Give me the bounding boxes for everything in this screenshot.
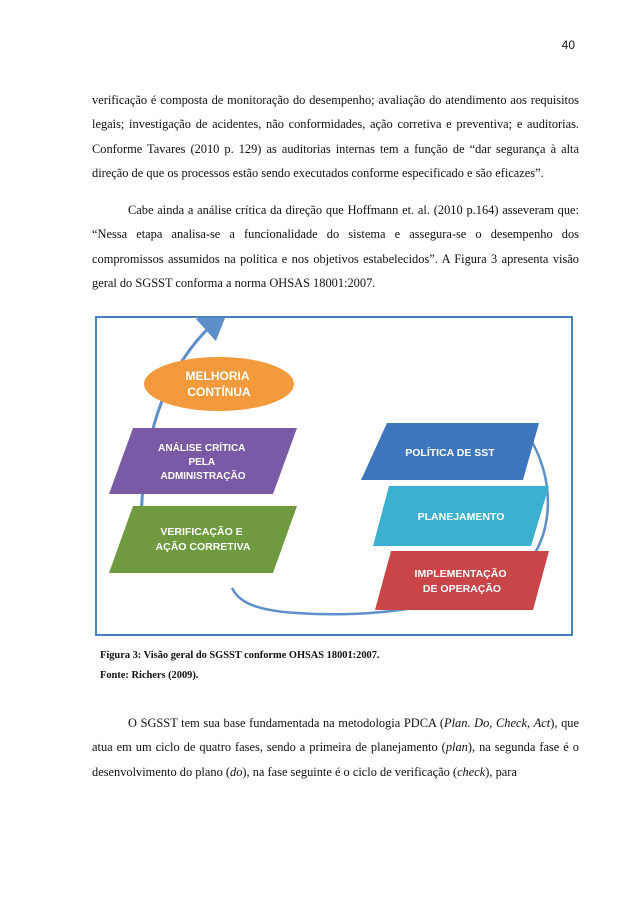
analise-label-line2: PELA bbox=[188, 457, 215, 468]
implementacao-shape bbox=[375, 551, 549, 610]
verificacao-label-line1: VERIFICAÇÃO E bbox=[160, 526, 243, 538]
pdca-text-2: . bbox=[467, 716, 475, 730]
paragraph-analise-critica: Cabe ainda a análise crítica da direção que Hoffmann et. al. (2010 p.164) asseveram que: “Nessa etapa analisa-se a funcionalidade do sistema e assegura-se o desempenho dos compromissos assumidos na política e nos objetivos estabelecidos”. A Figura 3 apresenta visão geral do SGSST conforma a norma OHSAS 18001:2007. bbox=[92, 203, 579, 291]
figure-sgsst-diagram bbox=[95, 316, 573, 636]
pdca-text-8: ), para bbox=[485, 764, 517, 779]
verificacao-shape bbox=[109, 506, 297, 573]
implementacao-label-line2: DE OPERAÇÃO bbox=[422, 583, 502, 595]
implementacao-label-line1: IMPLEMENTAÇÃO bbox=[414, 568, 507, 580]
pdca-text-7: ), na fase seguinte é o ciclo de verificação ( bbox=[242, 764, 458, 779]
svg-text:POLÍTICA DE SST bbox=[405, 446, 495, 459]
pdca-text-5: ), que atua em um ciclo de quatro fases, sendo a primeira de planejamento ( bbox=[92, 716, 579, 755]
melhoria-continua-shape bbox=[144, 357, 294, 411]
politica-label: POLÍTICA DE SST bbox=[405, 447, 495, 459]
pdca-plan-lower-term: plan bbox=[445, 740, 468, 755]
figure-caption: Figura 3: Visão geral do SGSST conforme OHSAS 18001:2007. bbox=[100, 650, 380, 661]
pdca-act-term: Act bbox=[533, 716, 551, 730]
paragraph-pdca bbox=[92, 711, 579, 784]
pdca-text-3: , bbox=[489, 716, 497, 730]
pdca-do-term: Do bbox=[474, 716, 490, 730]
svg-text:PLANEJAMENTO bbox=[418, 511, 505, 523]
melhoria-label-line1: MELHORIA bbox=[185, 369, 250, 383]
pdca-check-lower-term: check bbox=[457, 764, 486, 779]
pdca-text-1: O SGSST tem sua base fundamentada na metodologia PDCA ( bbox=[128, 716, 444, 730]
figure-source: Fonte: Richers (2009). bbox=[100, 670, 199, 681]
pdca-plan-term: Plan bbox=[444, 716, 468, 730]
melhoria-label-line2: CONTÍNUA bbox=[187, 385, 251, 399]
pdca-text-4: , bbox=[527, 716, 534, 730]
sgsst-cycle-diagram bbox=[97, 318, 570, 633]
verificacao-label-line2: AÇÃO CORRETIVA bbox=[155, 541, 251, 553]
paragraph-verificacao: verificação é composta de monitoração do desempenho; avaliação do atendimento aos requisitos legais; investigação de acidentes, não conformidades, ação corretiva e preventiva; e auditorias. Conforme Tavares (2010 p. 129) as auditorias internas tem a função de “dar segurança à alta direção de que os processos estão sendo executados conforme especificado e são eficazes”. bbox=[92, 93, 579, 181]
analise-label-line1: ANÁLISE CRÍTICA bbox=[158, 443, 246, 454]
pdca-text-6: ), na segunda fase é o desenvolvimento do plano ( bbox=[92, 740, 579, 779]
planejamento-label: PLANEJAMENTO bbox=[417, 511, 505, 523]
pdca-do-lower-term: do bbox=[230, 764, 243, 779]
pdca-check-term: Check bbox=[496, 716, 527, 730]
page-number: 40 bbox=[561, 38, 575, 52]
analise-label-line3: ADMINISTRAÇÃO bbox=[160, 471, 246, 482]
